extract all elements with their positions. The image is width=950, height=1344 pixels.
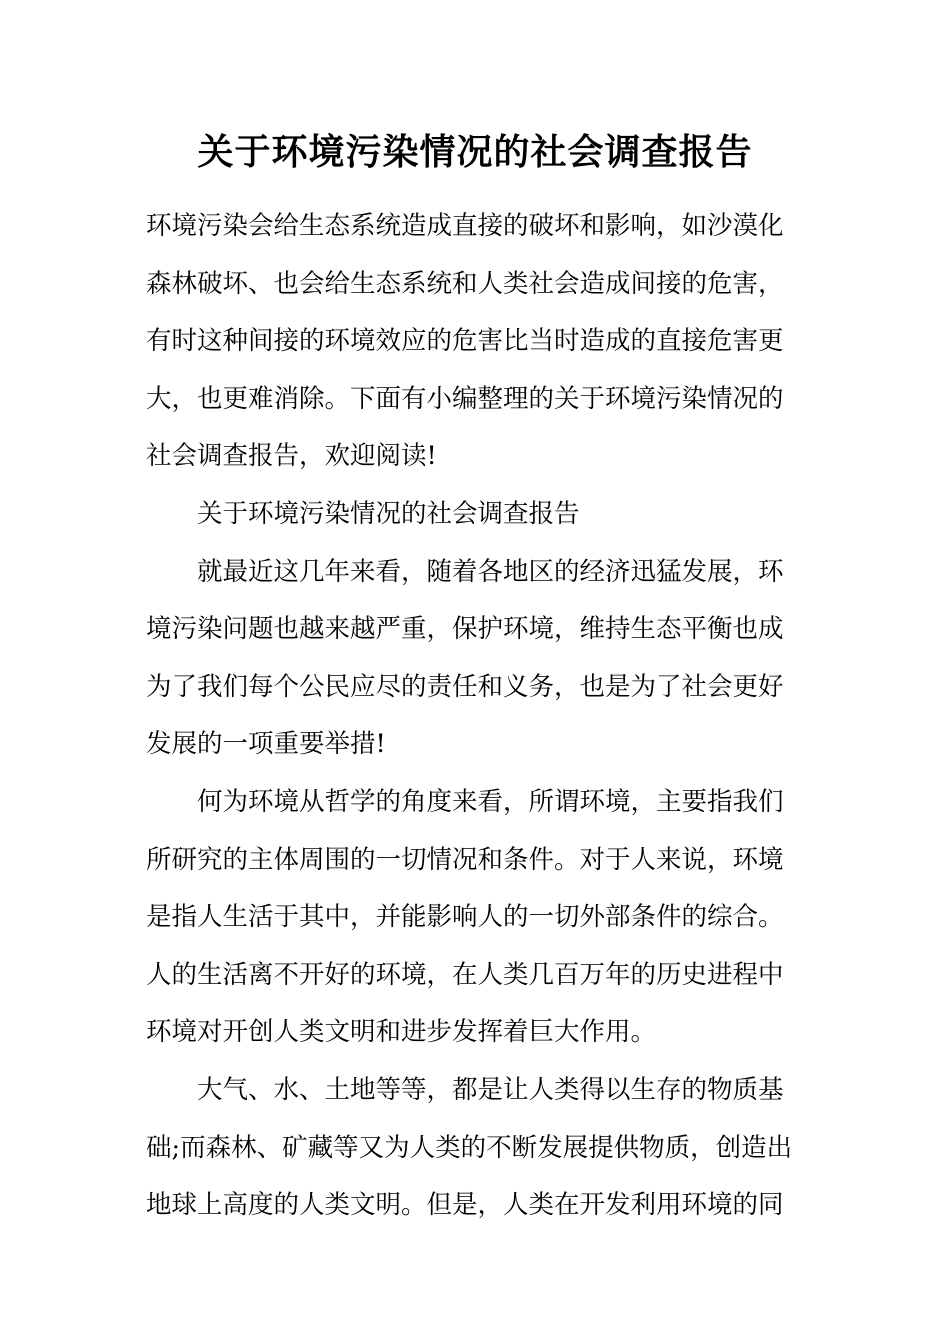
text-line: 人的生活离不开好的环境，在人类几百万年的历史进程中	[146, 959, 784, 990]
text-line: 是指人生活于其中，并能影响人的一切外部条件的综合。	[146, 902, 784, 933]
document-body	[146, 198, 806, 1235]
text-line: 就最近这几年来看，随着各地区的经济迅猛发展，环	[197, 556, 784, 587]
text-line: 地球上高度的人类文明。但是，人类在开发利用环境的同	[146, 1190, 784, 1221]
text-line: 关于环境污染情况的社会调查报告	[197, 498, 580, 529]
text-line: 境污染问题也越来越严重，保护环境，维持生态平衡也成	[146, 614, 784, 645]
text-line: 何为环境从哲学的角度来看，所谓环境，主要指我们	[197, 786, 784, 817]
text-line: 森林破坏、也会给生态系统和人类社会造成间接的危害，	[146, 268, 784, 299]
text-line: 发展的一项重要举措!	[146, 729, 386, 760]
text-line: 环境对开创人类文明和进步发挥着巨大作用。	[146, 1017, 657, 1048]
text-line: 所研究的主体周围的一切情况和条件。对于人来说，环境	[146, 844, 784, 875]
text-line: 础;而森林、矿藏等又为人类的不断发展提供物质，创造出	[146, 1132, 793, 1163]
text-line: 有时这种间接的环境效应的危害比当时造成的直接危害更	[146, 326, 784, 357]
text-line: 环境污染会给生态系统造成直接的破坏和影响，如沙漠化	[146, 211, 784, 241]
document-title: 关于环境污染情况的社会调查报告	[197, 131, 753, 173]
text-line: 大，也更难消除。下面有小编整理的关于环境污染情况的	[146, 383, 784, 414]
text-line: 大气、水、土地等等，都是让人类得以生存的物质基	[197, 1074, 784, 1105]
text-line: 为了我们每个公民应尽的责任和义务，也是为了社会更好	[146, 671, 784, 702]
text-line: 社会调查报告，欢迎阅读!	[146, 441, 437, 472]
